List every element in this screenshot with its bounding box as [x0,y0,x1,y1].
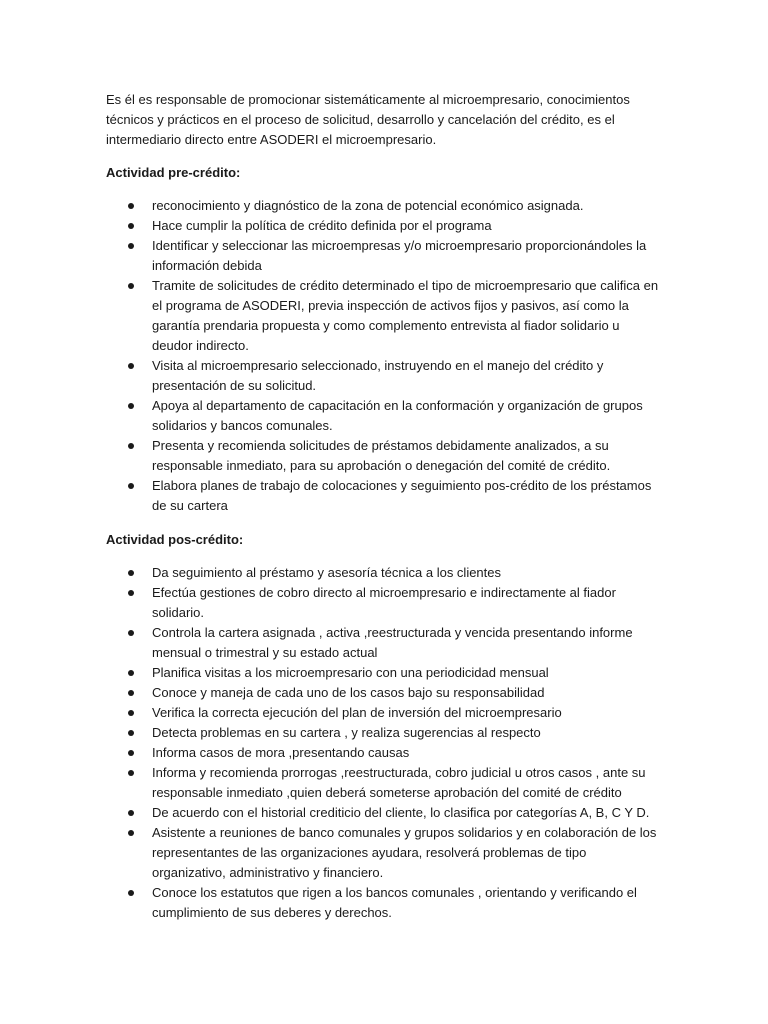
intro-paragraph: Es él es responsable de promocionar sistemáticamente al microempresario, conocimientos técnicos y prácticos en el proceso de solicitud, desarrollo y cancelación del crédito, es el intermediario directo entre ASODERI el microempresario. [106,92,630,147]
bullet-icon [128,203,134,209]
list-item [106,803,662,823]
list-item [106,883,662,923]
list-item-text: De acuerdo con el historial crediticio del cliente, lo clasifica por categorías A, B, C Y D. [152,805,650,820]
list-item [106,763,662,803]
list-item [106,623,662,663]
list-item-text: Planifica visitas a los microempresario con una periodicidad mensual [152,665,549,680]
list-item-text: reconocimiento y diagnóstico de la zona de potencial económico asignada. [152,198,584,213]
bullet-icon [128,670,134,676]
list-item-text: Conoce y maneja de cada uno de los casos bajo su responsabilidad [152,685,545,700]
bullet-icon [128,483,134,489]
bullet-icon [128,570,134,576]
list-item [106,723,662,743]
list-item [106,583,662,623]
bullet-icon [128,223,134,229]
list-item-text: Controla la cartera asignada , activa ,reestructurada y vencida presentando informe mensual o trimestral y su estado actual [152,625,633,660]
bullet-icon [128,283,134,289]
list-item-text: Conoce los estatutos que rigen a los bancos comunales , orientando y verificando el cumplimiento de sus deberes y derechos. [152,885,637,920]
list-item [106,703,662,723]
list-item [106,743,662,763]
bullet-icon [128,630,134,636]
list-item-text: Verifica la correcta ejecución del plan de inversión del microempresario [152,705,562,720]
list-item-text: Tramite de solicitudes de crédito determinado el tipo de microempresario que califica en el programa de ASODERI, previa inspección de activos fijos y pasivos, así como la garantía prendaria propuesta y como complemento entrevista al fiador solidario u deudor indirecto. [152,278,659,353]
list-item [106,563,662,583]
bullet-icon [128,770,134,776]
list-item-text: Efectúa gestiones de cobro directo al microempresario e indirectamente al fiador solidario. [152,585,616,620]
list-item [106,236,662,276]
list-item [106,396,662,436]
list-item-text: Asistente a reuniones de banco comunales y grupos solidarios y en colaboración de los representantes de las organizaciones ayudara, resolverá problemas de tipo organizativo, administrativo y financiero. [152,825,657,880]
list-item-text: Hace cumplir la política de crédito definida por el programa [152,218,492,233]
list-item [106,823,662,883]
bullet-icon [128,363,134,369]
list-item-text: Presenta y recomienda solicitudes de préstamos debidamente analizados, a su responsable inmediato, para su aprobación o denegación del comité de crédito. [152,438,611,473]
list-item-text: Informa casos de mora ,presentando causas [152,745,410,760]
bullet-icon [128,830,134,836]
list-item-text: Da seguimiento al préstamo y asesoría técnica a los clientes [152,565,502,580]
pre-credit-heading: Actividad pre-crédito: [106,165,241,180]
list-item [106,196,662,216]
list-item [106,436,662,476]
list-item [106,476,662,516]
list-item [106,356,662,396]
bullet-icon [128,710,134,716]
pre-credit-list [106,196,662,516]
bullet-icon [128,443,134,449]
list-item [106,216,662,236]
bullet-icon [128,243,134,249]
list-item-text: Elabora planes de trabajo de colocaciones y seguimiento pos-crédito de los préstamos de su cartera [152,478,652,513]
post-credit-list [106,563,662,923]
bullet-icon [128,690,134,696]
list-item-text: Apoya al departamento de capacitación en la conformación y organización de grupos solidarios y bancos comunales. [152,398,643,433]
list-item-text: Visita al microempresario seleccionado, instruyendo en el manejo del crédito y presentación de su solicitud. [152,358,604,393]
list-item-text: Detecta problemas en su cartera , y realiza sugerencias al respecto [152,725,541,740]
bullet-icon [128,590,134,596]
bullet-icon [128,750,134,756]
bullet-icon [128,403,134,409]
list-item-text: Informa y recomienda prorrogas ,reestructurada, cobro judicial u otros casos , ante su responsable inmediato ,quien deberá someterse aprobación del comité de crédito [152,765,646,800]
list-item [106,683,662,703]
list-item [106,276,662,356]
post-credit-heading: Actividad pos-crédito: [106,532,244,547]
bullet-icon [128,810,134,816]
list-item [106,663,662,683]
list-item-text: Identificar y seleccionar las microempresas y/o microempresario proporcionándoles la información debida [152,238,647,273]
bullet-icon [128,890,134,896]
bullet-icon [128,730,134,736]
